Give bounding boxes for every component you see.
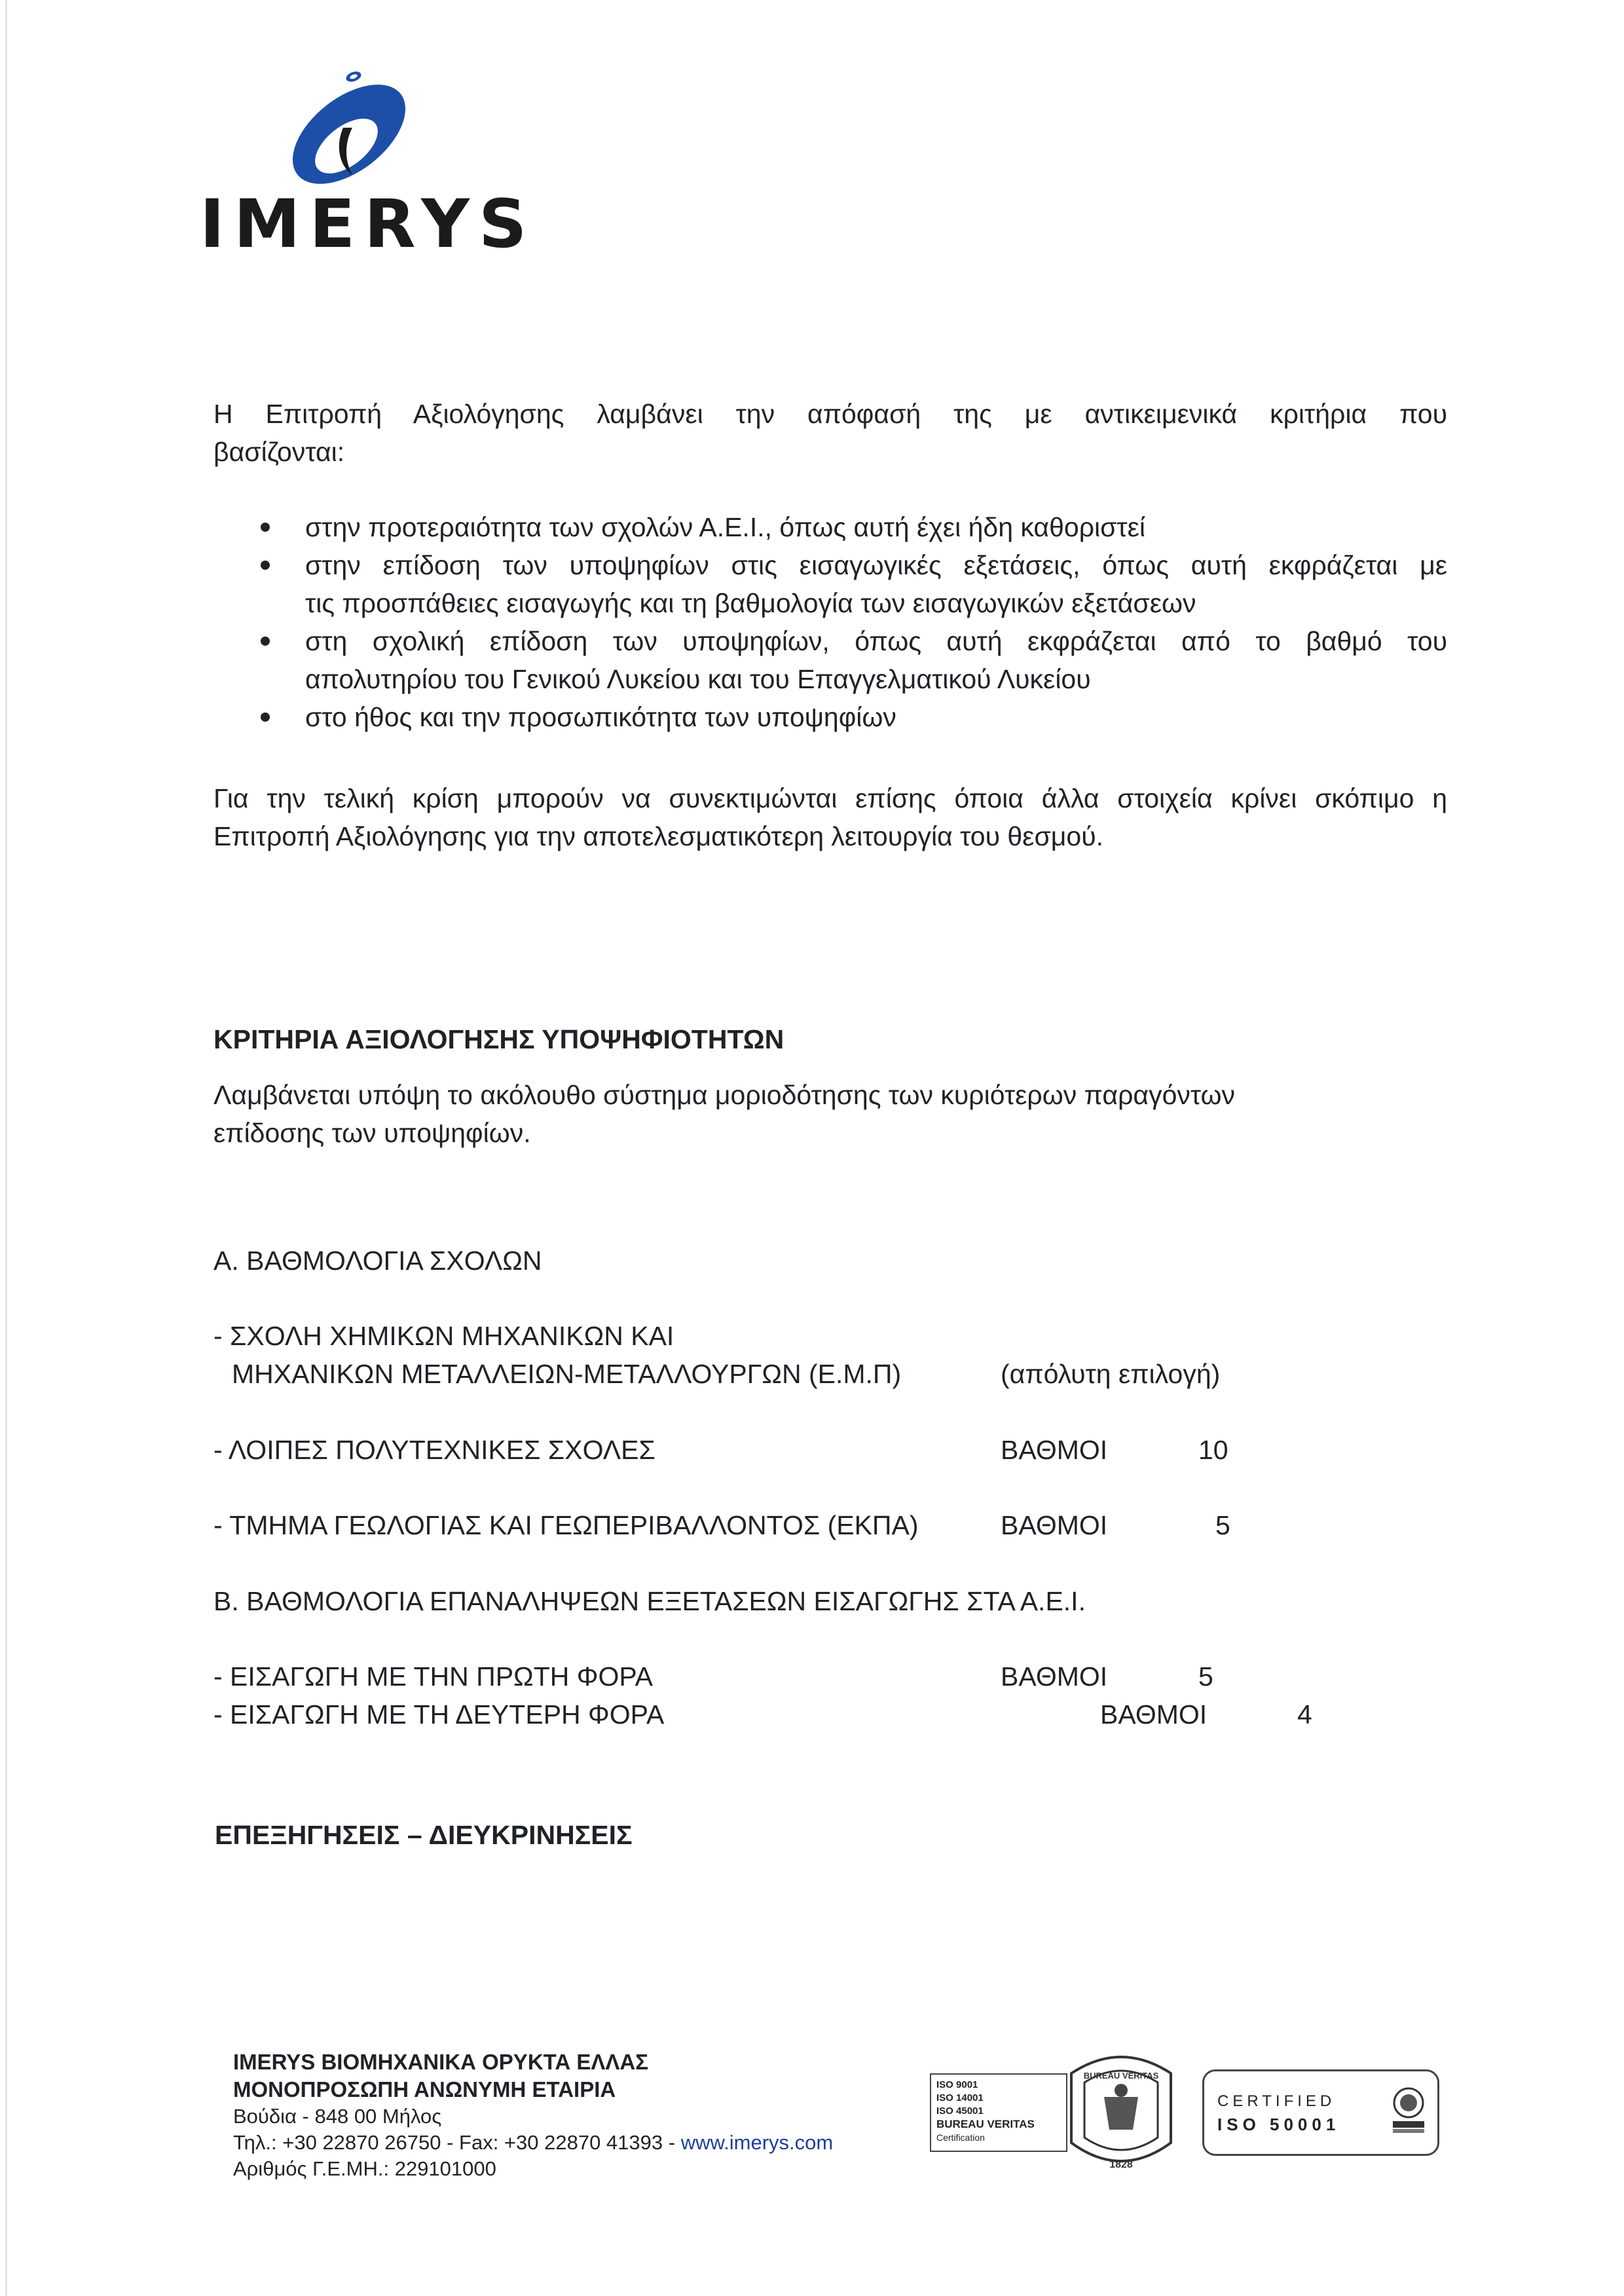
section-b-row-1-label: - ΕΙΣΑΓΩΓΗ ΜΕ ΤΗΝ ΠΡΩΤΗ ΦΟΡΑ <box>213 1661 653 1692</box>
section-a-title: Α. ΒΑΘΜΟΛΟΓΙΑ ΣΧΟΛΩΝ <box>213 1246 542 1276</box>
bullet-1-line-1: στην προτεραιότητα των σχολών Α.Ε.Ι., όπως αυτή έχει ήδη καθοριστεί <box>305 512 1146 542</box>
footer-company-name: IMERYS ΒΙΟΜΗΧΑΝΙΚΑ ΟΡΥΚΤΑ ΕΛΛΑΣ <box>233 2050 649 2074</box>
seal-year: 1828 <box>1109 2159 1133 2170</box>
section-a-row-3-points: 5 <box>1215 1510 1230 1540</box>
bullet-dot-1 <box>261 523 270 532</box>
bullet-3-line-1: στη σχολική επίδοση των υποψηφίων, όπως αυτή εκφράζεται από το βαθμό του <box>305 626 1447 656</box>
final-judgment-line-2: Επιτροπή Αξιολόγησης για την αποτελεσματικότερη λειτουργία του θεσμού. <box>213 821 1104 851</box>
section-b-row-1-unit: ΒΑΘΜΟΙ <box>1001 1661 1108 1692</box>
bullet-4-line-1: στο ήθος και την προσωπικότητα των υποψηφίων <box>305 702 896 732</box>
section-a-row-1-value: (απόλυτη επιλογή) <box>1001 1359 1221 1389</box>
footer-phone-fax: Τηλ.: +30 22870 26750 - Fax: +30 22870 41393 - <box>233 2131 681 2154</box>
certified-label: CERTIFIED <box>1217 2092 1336 2110</box>
criteria-heading: ΚΡΙΤΗΡΙΑ ΑΞΙΟΛΟΓΗΣΗΣ ΥΠΟΨΗΦΙΟΤΗΤΩΝ <box>213 1024 784 1054</box>
scan-edge <box>5 0 7 2296</box>
section-a-row-2-unit: ΒΑΘΜΟΙ <box>1001 1435 1108 1465</box>
bullet-2-line-1: στην επίδοση των υποψηφίων στις εισαγωγικές εξετάσεις, όπως αυτή εκφράζεται με <box>305 550 1447 580</box>
certification-list-box <box>930 2073 1067 2152</box>
iso-50001-label: ISO 50001 <box>1217 2115 1340 2134</box>
bullet-3-line-2: απολυτηρίου του Γενικού Λυκείου και του Επαγγελματικού Λυκείου <box>305 664 1091 694</box>
criteria-line-2: επίδοσης των υποψηφίων. <box>213 1118 531 1148</box>
bullet-dot-4 <box>261 713 270 722</box>
cert-iso-9001: ISO 9001 <box>936 2079 978 2090</box>
criteria-line-1: Λαμβάνεται υπόψη το ακόλουθο σύστημα μοριοδότησης των κυριότερων παραγόντων <box>213 1080 1236 1110</box>
footer-company-block <box>233 2048 833 2182</box>
cert-certification-label: Certification <box>936 2132 985 2143</box>
explanations-heading: ΕΠΕΞΗΓΗΣΕΙΣ – ΔΙΕΥΚΡΙΝΗΣΕΙΣ <box>215 1820 633 1850</box>
bureau-veritas-seal-graphic <box>1065 2045 1177 2176</box>
cert-bureau-veritas: BUREAU VERITAS <box>936 2118 1035 2130</box>
imerys-wordmark: IMERYS <box>200 185 536 263</box>
cert-iso-14001: ISO 14001 <box>936 2092 984 2103</box>
intro-line-2: βασίζονται: <box>213 437 345 467</box>
section-b-row-2-unit: ΒΑΘΜΟΙ <box>1100 1699 1208 1730</box>
section-b-title: Β. ΒΑΘΜΟΛΟΓΙΑ ΕΠΑΝΑΛΗΨΕΩΝ ΕΞΕΤΑΣΕΩΝ ΕΙΣΑΓΩΓΗΣ ΣΤΑ Α.Ε.Ι. <box>213 1586 1086 1616</box>
footer-contact-line <box>233 2130 833 2156</box>
section-b-row-2-points: 4 <box>1297 1699 1312 1730</box>
intro-line-1: Η Επιτροπή Αξιολόγησης λαμβάνει την απόφασή της με αντικειμενικά κριτήρια που <box>213 399 1447 429</box>
section-b-row-2-label: - ΕΙΣΑΓΩΓΗ ΜΕ ΤΗ ΔΕΥΤΕΡΗ ΦΟΡΑ <box>213 1699 665 1730</box>
seal-top-text: BUREAU VERITAS <box>1083 2071 1159 2081</box>
footer-address: Βούδια - 848 00 Μήλος <box>233 2105 442 2128</box>
bullet-dot-2 <box>261 561 270 570</box>
bureau-veritas-seal <box>1065 2045 1177 2176</box>
bullet-dot-3 <box>261 637 270 646</box>
section-a-row-2-points: 10 <box>1198 1435 1228 1465</box>
section-a-row-3-label: - ΤΜΗΜΑ ΓΕΩΛΟΓΙΑΣ ΚΑΙ ΓΕΩΠΕΡΙΒΑΛΛΟΝΤΟΣ (ΕΚΠΑ) <box>213 1510 919 1540</box>
imerys-logo <box>196 62 536 272</box>
footer-website-link[interactable]: www.imerys.com <box>680 2131 834 2154</box>
section-a-row-1-line-2: ΜΗΧΑΝΙΚΩΝ ΜΕΤΑΛΛΕΙΩΝ-ΜΕΤΑΛΛΟΥΡΓΩΝ (Ε.Μ.Π) <box>232 1359 902 1389</box>
certification-emblem-icon <box>1389 2086 1428 2138</box>
section-b-row-1-points: 5 <box>1198 1661 1213 1692</box>
cert-iso-45001: ISO 45001 <box>936 2105 984 2117</box>
final-judgment-line-1: Για την τελική κρίση μπορούν να συνεκτιμώνται επίσης όποια άλλα στοιχεία κρίνει σκόπιμο η <box>213 783 1447 813</box>
section-a-row-2-label: - ΛΟΙΠΕΣ ΠΟΛΥΤΕΧΝΙΚΕΣ ΣΧΟΛΕΣ <box>213 1435 655 1465</box>
bullet-2-line-2: τις προσπάθειες εισαγωγής και τη βαθμολογία των εισαγωγικών εξετάσεων <box>305 588 1196 618</box>
section-a-row-1-line-1: - ΣΧΟΛΗ ΧΗΜΙΚΩΝ ΜΗΧΑΝΙΚΩΝ ΚΑΙ <box>213 1321 674 1351</box>
footer-registry: Αριθμός Γ.Ε.ΜΗ.: 229101000 <box>233 2157 496 2180</box>
footer-company-type: ΜΟΝΟΠΡΟΣΩΠΗ ΑΝΩΝΥΜΗ ΕΤΑΙΡΙΑ <box>233 2077 616 2102</box>
section-a-row-3-unit: ΒΑΘΜΟΙ <box>1001 1510 1108 1540</box>
iso-50001-certified-box <box>1202 2069 1439 2156</box>
